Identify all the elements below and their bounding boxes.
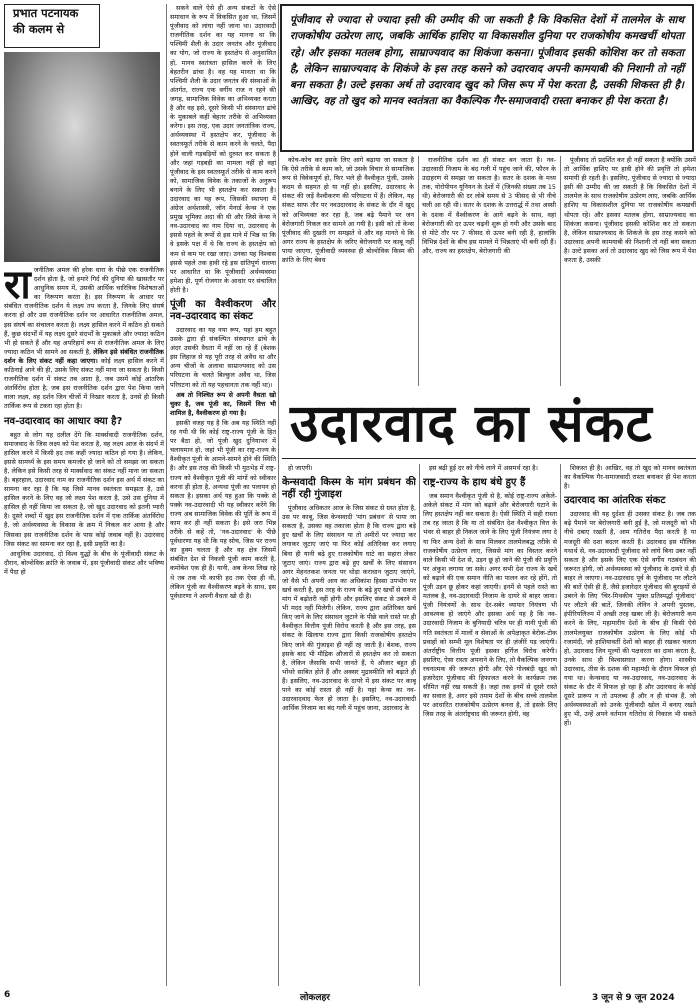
issue-date: 3 जून से 9 जून 2024 bbox=[592, 993, 675, 1003]
column-divider bbox=[560, 156, 561, 386]
column-divider bbox=[419, 464, 420, 986]
column-divider bbox=[166, 4, 167, 986]
column-2 bbox=[170, 4, 276, 986]
section-heading-5: उदारवाद का आंतरिक संकट bbox=[564, 495, 666, 507]
column-5-top bbox=[564, 156, 696, 386]
headline: उदारवाद का संकट bbox=[290, 393, 653, 454]
section-heading-4: राष्ट्र-राज्य के हाथ बंधे हुए हैं bbox=[423, 477, 526, 489]
col2-section-text: उदारवाद का यह नया रूप, यहां हम बहुत उसके द्वारा ही संकल्पित संस्थागत ढांचे के अंदर उसकी वैधता में नहीं जा रहे हैं (बेशक इस लिहाज से यह पूरी तरह से अवैध था और अन्य चीजों के अलावा साम्राज्यवाद को उस परिघटना के चलते बिल्कुल अवैध था, जिस परिघटना को तो यह पहचानता तक नहीं था)। bbox=[170, 326, 276, 389]
section-heading-2: पूंजी का वैश्वीकरण और नव-उदारवाद का संकट bbox=[170, 299, 276, 322]
col4-text: जब समान वैश्वीकृत पूंजी से है, कोई राष्ट्र-राज्य अकेले-अकेले संकट में मांग को बढ़ाने और बेरोजगारी घटाने के लिए हस्तक्षेप नहीं कर सकता है। ऐसी स्थिति में सही रास्ता तब रह जाता है कि या तो संबंधित देश वैश्वीकृत वित्त के भंवर से बाहर ही निकल जाने के लिए पूंजी नियंत्रण लगा दे या फिर अन्य देशों के साथ मिलकर तालमेलबद्ध तरीके से राजकोषीय उत्प्रेरण लाए, जिससे मांग का विस्तार करने वाले किसी भी देश से, उड़न छू हो जाने की पूंजी की प्रवृत्ति पर अंकुश लगाया जा सके। अगर सभी देश राज्य के खर्चे को बढ़ाने की एक समान नीति का पालन कर रहे होंगे, तो पूंजी उड़न छू होकर कहां जाएगी। इनमें से पहले रास्ते का मतलब है, नव-उदारवादी निजाम के दायरे से बाहर जाना। पूंजी नियंत्रणों के साथ देर-सबेर व्यापार नियंत्रण भी आवश्यक हो जाएंगे और इसका अर्थ यह है कि नव-उदारवादी निजाम के बुनियादी चरित्र पर ही यानी पूंजी की गति स्वतंत्रता में मालों व सेवाओं के अपेक्षाकृत बेरोक-टोक प्रवाहों को सम्भी मूल विशेषता पर ही ज़ंजीरें पड़ जाएंगी। अंतर्राष्ट्रीय वित्तीय पूंजी इसका हर्गिज विरोध करेगी। इसलिए, ऐसा रास्ता अपनाने के लिए, तो वैकल्पिक जनगण रचनात्मक की जरूरत होगी और ऐसे गोलबंदी खुद को इजारेदार पूंजीवाद की हिफाजत करने के कार्यक्रम तक सीमित नहीं रख सकती है। जहां तक इनमें से दूसरे रास्ते का सवाल है, अगर इसे तमाम देशों के बीच सच्चे तालमेल पर आधारित राजकोषीय उत्प्रेरण बनना है, तो इसके लिए जिस तरह के अंतर्राष्ट्रवाद की जरूरत होगी, वह bbox=[423, 492, 557, 719]
col2-section-text-2: इसकी वजह यह है कि अब यह स्थिति नहीं रह गयी थी कि कोई राष्ट्र-राज्य पूंजी के हित पर बैठा हो, जो पूंजी खुद दुनियाभर में चलायमान हो, जहां भी पूंजी का राष्ट्र-राज्य के वैश्वीकृत पूंजी के आमने-सामने होने की स्थिति है। और इस तरह की किसी भी मुठभेड़ में राष्ट्र-राज्य को वैश्वीकृत पूंजी की मांगों को स्वीकार करना ही होता है, अन्यथा पूंजी का पलायन हो सकता है। इसका अर्थ यह हुआ कि पक्के से पक्के नव-उदारवादी भी यह स्वीकार करेंगे कि राज्य अब सामाजिक विवेक की पूर्ति के रूप में काम कर ही नहीं सकता है। इसे जरा भिन्न तरीके से कहें तो, 'नव-उदारवाद' के पीछे पूर्वधारणा यह थी कि यह सोच, जिस पर राज्य का हुक्म चलता है और वह क्षेत्र जिसमें संबंधित देश से निकली पूंजी काम करती है, कमोबेश एक ही हैं। यानी, अब केन्स लिख रहे थे तब तक भी काफी हद तक ऐसा ही थी, लेकिन पूंजी का वैश्वीकरण बढ़ने के साथ, इस पूर्वधारणा ने अपनी वैधता खो दी है। bbox=[170, 418, 276, 600]
pull-quote: पूंजीवाद से ज्यादा से ज्यादा इसी की उम्मीद की जा सकती है कि विकसित देशों में तालमेल के साथ राजकोषीय उत्प्रेरण लाए, जबकि आर्थिक हाशिए या विकासशील दुनिया पर राजकोषीय कमखर्ची थोपता रहे। और इसका मतलब होगा, साम्राज्यवाद का शिकंजा कसना। पूंजीवाद इसकी कोशिश कर तो सकता है, लेकिन साम्राज्यवाद के शिकंजे के इस तरह कसने को उदारवाद अपनी कामयाबी की निशानी तो नहीं बना सकता है। उल्टे इसका अर्थ तो उदारवाद खुद को जिस रूप में पेश करता है, उसकी शिकस्त ही है। आखिर, वह तो खुद को मानव स्वतंत्रता का वैकल्पिक गैर-समाजवादी रास्ता बनाकर ही पेश करता है। bbox=[280, 4, 694, 152]
col2-text: सकने वाले ऐसे ही अन्य संकटों के ऐसे समाधान के रूप में विकसित हुआ था, जिसमें पूंजीवाद को लांघा नहीं जाना था। उदारवादी राजनीतिक दर्शन का यह मानना था कि पश्चिमी शैली के उदार जनतंत्र और पूंजीवाद का योग, जो राज्य के हस्तक्षेप से अनुशासित हो, मानव स्वतंत्रता हासिल करने के लिए बेहतरीन ढांचा है। वह यह मानता था कि पश्चिमी शैली के उदार जनतंत्र की संस्थाओं के अंतर्गत, राज्य एक वर्गीय राज न रहने की जगह, सामाजिक विवेक का अभिव्यक्त करता है और वह इसे, दूसरे किसी भी संस्थागत ढांचे के मुकाबले कहीं बेहतर तरीके से अभिव्यक्त करेगा। इस तरह, एक उदार जनतांत्रिक राज्य, अर्थव्यवस्था में हस्तक्षेप कर, पूंजीवाद के स्वतःस्फूर्त तरीके से काम करने के चलते, पैदा होने वाली गड़बड़ियों को दुरुस्त कर सकता है और जहां गड़बड़ी का मामला नहीं हो वहां पूंजीवाद के इस स्वतःस्फूर्त तरीके से काम करने को, सामाजिक विवेक के तकाजों के अनुरूप बनाने के लिए भी हस्तक्षेप कर सकता है। उदारवाद का यह रूप, जिसकी स्थापना में अंग्रेज अर्थशास्त्री, जॉन मेनार्ड केन्स ने एक प्रमुख भूमिका अदा की थी और जिसे केन्स ने नव-उदारवाद का नाम दिया था, उदारवाद के इससे पहले के रूपों से इस माने में भिन्न था कि वे इसके पक्ष में थे कि राज्य के हस्तक्षेप को कम से कम पर रखा जाए। उनका यह विश्वास इससे पहले तक हावी रहे इस ग्रांतिपूर्ण धारणा पर आधारित था कि पूंजीवादी अर्थव्यवस्था हमेशा ही, पूर्ण रोजगार के आधार पर संचालित होती है। bbox=[170, 4, 276, 294]
col3-lead: हो जाएगी। bbox=[288, 464, 313, 472]
intro-text: जनीतिक अमल की हरेक धारा के पीछे एक राजनीतिक दर्शन होता है, जो हमारे गिर्द की दुनिया की खासतौर पर आधुनिक समय में, उसकी आर्थिक चारित्रिक विशेषताओं का निरूपण करता है। इस निरूपण के आधार पर संबंधित राजनीतिक दर्शन ये लक्ष्य तय करता है, जिनके लिए संघर्ष करना हो और उस राजनीतिक दर्शन पर आधारित राजनीतिक अमल, इस संघर्ष का संचालन करता है। लक्ष्य हासिल करने में कठिन हो सकते हैं, कुछ संदर्भों में यह लक्ष्य दूसरे संदर्भों के मुकाबले और ज्यादा कठिन भी हो सकते हैं और यह अपरिहार्य रूप से राजनीतिक अमल के लिए ज्यादा कठिन भी सामने आ सकती है, bbox=[4, 266, 164, 356]
columnist-name: प्रभात पटनायक bbox=[13, 6, 79, 20]
col5-text: उदारवाद की यह दुर्दशा ही उसका संकट है। जब तक बढ़े पैमाने पर बेरोजगारी बनी हुई है, जो मजदूरी को भी नीचे दबाए रखती है, आम गतिरोध पैदा करती है या मजदूरी की दशा बदतर करती है। उदारवाद इस मौलिक यथार्थ से, नव-उदारवादी पूंजीवाद को लांघे बिना उबर नहीं सकता है और इसके लिए एक ऐसे वर्गीय गठबंधन की जरूरत होगी, जो अर्थव्यवस्था को पूंजीवाद के दायरे से ही बाहर ले जाएगा। नव-उदारवाद पूर्व के पूंजीवाद पर लौटने की बातें ऐसी ही हैं, जैसे इजारेदार पूंजीवाद की बुराइयों से उबरने के लिए 'चिर-मिथकीय 'मुक्त प्रतिस्पर्द्धा पूंजीवाद' पर लौटने की बातें, जिनकी लेनिन ने अपनी पुस्तक, इंपीरियलिज्म में अच्छी तरह खबर ली है। बेरोजगारी कम करने के लिए, महामारीय देशों के बीच ही किसी ऐसे तालमेलयुक्त राजकोषीय उत्प्रेरण के लिए कोई भी रजामंदी, जो हाशियावर्ती देशों को बाहर ही रखकर चलता हो, उदारवाद जिन मूल्यों की पक्षधरता का दावा करता है, उनके साथ ही विश्वासघात करना होगा। शास्त्रीय उदारवाद, तीस के दशक की महामंदी के दौरान विफल हो गया था। केन्सवाद या नव-उदारवाद, नव-उदारवाद के संकट के दौर में विफल हो रहा है और उदारवाद के कोई दूसरे प्रारूप न तो उपलब्ध हैं और न ही संभव हैं, जो अर्थव्यवस्थाओं को उनके पूंजीवादी खोल में बनाए रखते हुए भी, उन्हें अपने वर्तमान गतिरोध से निकाल भी सकते हों। bbox=[564, 510, 696, 728]
col4-lead: इस बढ़ी हुई दर को नीचे लाने में असमर्थ रहा है। bbox=[429, 464, 538, 472]
section-1-text-2: आधुनिक उदारवाद, दो विश्व युद्धों के बीच के पूंजीवादी संकट के दौरान, बोल्शेविक क्रांति के जवाब में, इस पूंजीवादी संकट और भविष्य में पैदा हो bbox=[4, 549, 164, 576]
column-divider bbox=[278, 4, 279, 986]
col4-top-text: राजनीतिक दर्शन का ही संकट बन जाता है। नव-उदारवादी निजाम के बंद गली में पहुंच जाने की, फौरन के उदाहरण से समझा जा सकता है। सतर के दशक के मध्य तक, योरोपीयन यूनियन के देशों में (जिनकी संख्या तब 15 थी) बेरोजगारी की दर लोबे समय से 3 फीसद से भी नीचे चली आ रही थी। सतर के दशक के उत्तरार्द्ध में तथा अस्सी के दशक में वैश्वीकरण के आगे बढ़ने के साथ, वहां बेरोजगारी की दर ऊपर चढ़नी शुरू हो गयी और उसके बाद से मोटे तौर पर 7 फीसद से ऊपर बनी रही है, हालांकि विभिन्न देशों के बीच इस मामले में भिन्नताएं भी बनी रही हैं। और, राज्य का हस्तक्षेप, बेरोजगारी की bbox=[422, 156, 556, 255]
column-4-top bbox=[422, 156, 556, 386]
dropcap: रा bbox=[4, 266, 31, 308]
columnist-tagline: की कलम से bbox=[13, 22, 65, 36]
column-1 bbox=[4, 266, 164, 986]
intro-text-2: कोई लक्ष्य हासिल करने में कठिनाई आने की ही, उसके लिए संकट नहीं माना जा सकता है। किसी राजनीतिक दर्शन में संकट तब आता है, जब उसमें कोई आंतरिक अंतर्विरोध होता है; जब इस राजनीतिक दर्शन द्वारा पेश किया जाने वाला लक्ष्य, वह दर्शन जिन चीजों में निखार करता है, उनसे ही किसी तार्किक रूप से टकरा रहा होता है। bbox=[4, 356, 164, 411]
column-4-bottom bbox=[423, 464, 557, 986]
col5-lead: शिकस्त ही है। आखिर, वह तो खुद को मानव स्वतंत्रता का वैकल्पिक गैर-समाजवादी रास्ता बनाकर ही पेश करता है। bbox=[564, 464, 696, 491]
section-heading-3: केन्सवादी किस्म के मांग प्रबंधन की नहीं रही गुंजाइश bbox=[282, 477, 416, 501]
author-photo bbox=[4, 52, 160, 262]
column-3-top bbox=[282, 156, 414, 386]
column-divider bbox=[560, 464, 561, 986]
intro-bold: लेकिन इसे संबंधित राजनीतिक दर्शन के लिए संकट नहीं कहा जाएगा। bbox=[4, 347, 164, 365]
column-divider bbox=[418, 156, 419, 386]
col2-section-bold: अब तो निश्चित रूप से अपनी वैधता खो चुका है, जब पूंजी का, जिसमें वित्त भी शामिल है, वैश्वीकरण हो गया है। bbox=[170, 390, 276, 417]
col3-top-text: कोच-कोच कर इसके लिए आगे बढ़ाया जा सकता है कि ऐसे तरीके से काम करे, जो उसके विचार से सामाजिक रूप से विवेकपूर्ण हो, फिर भले ही वैश्वीकृत पूंजी, उसके कदम से सहमत हो या नहीं हो। इसलिए, उदारवाद के संकट की जड़ें वैश्वीकरण की परिघटना में हैं। लेकिन, यह संकट साफ तौर पर नवउदारवाद के संकट के दौर में खुद को अभिव्यक्त कर रहा है, जब बढ़े पैमाने पर जन बेरोजगारी निकल कर सामने आ गयी है। इसी को तो केन्स पूंजीवाद की दुखती रग समझते थे और वह मानते थे कि अगर राज्य के हस्तक्षेप के जरिए बेरोजगारी पर काबू नहीं पाया जाएगा, पूंजीवादी व्यवस्था ही बोल्शेविक किस्म की क्रांति के लिए बेवध bbox=[282, 156, 414, 265]
col5-top-text: पूंजीवाद तो प्रदर्शित कर ही नहीं सकता है क्योंकि उसमें तो आर्थिक हाशिए पर हावी होने की प्रवृत्ति तो हमेशा समायी ही रहती है। इसलिए, पूंजीवाद से ज्यादा से ज्यादा इसी की उम्मीद की जा सकती है कि विकसित देशों में तालमेल के साथ राजकोषीय उत्प्रेरण लाए, जबकि आर्थिक हाशिए या विकासशील दुनिया पर राजकोषीय कमखर्ची थोपता रहे। और इसका मतलब होगा, साम्राज्यवाद का शिकंजा कसना। पूंजीवाद इसकी कोशिश कर तो सकता है, लेकिन साम्राज्यवाद के शिकंजे के इस तरह कसने को उदारवाद अपनी कामयाबी की निशानी तो नहीं बना सकता है। उल्टे इसका अर्थ तो उदारवाद खुद को जिस रूप में पेश करता है, उसकी bbox=[564, 156, 696, 265]
column-5-bottom bbox=[564, 464, 696, 986]
section-1-text: बहुत से लोग यह दलील देंगे कि मार्क्सवादी राजनीतिक दर्शन, समाजवाद के जिस लक्ष्य को पेश करता है, वह लक्ष्य आज के संदर्भ में हासिल करने में किसी हद तक कहीं ज्यादा कठिन हो गया है। लेकिन, इससे सामर्थ्य के इस समय कमजोर हो जाने को तो समझा जा सकता है, लेकिन इसे किसी तरह से मार्क्सवाद का संकट नहीं माना जा सकता है। बहरहाल, उदारवाद नाम का राजनीतिक दर्शन इस अर्थ में संकट का सामना कर रहा है कि यह जिसे मानव स्वतंत्रता समझता है, उसे हासिल करने के लिए वह जो लक्ष्य पेश करता है, उसे उस दुनिया में हासिल ही नहीं किया जा सकता है, जो खुद उदारवाद को इतनी प्यारी है। दूसरे शब्दों में खुद इस राजनीतिक दर्शन में एक तार्किक अंतर्विरोध है, जो अर्थव्यवस्था के विकास के क्रम में निकल कर आया है और जिसका इस राजनीतिक दर्शन के पास कोई जवाब नहीं है। उदारवाद जिस संकट का सामना कर रहा है, इसी प्रकृति का है। bbox=[4, 430, 164, 548]
column-3-bottom bbox=[282, 464, 416, 986]
headline-rule bbox=[282, 458, 696, 459]
section-heading-1: नव-उदारवाद का आधार क्या है? bbox=[4, 415, 123, 427]
columnist-box bbox=[4, 4, 100, 48]
col3-text: पूंजीवाद अधिकतर आज के जिस संकट से ग्रस्त होता है, उस पर काबू, जिस केन्सवादी 'मांग प्रबंधन' से पाया जा सकता है, उसका वह तकाजा होता है कि राज्य द्वारा बड़े हुए खर्चों के लिए संसाधन या तो अमीरों पर ज्यादा कर लगाकर जुटाए जाएं या फिर कोई अतिरिक्त कर लगाए बिना ही यानी बढ़े हुए राजकोषीय घाटे का सहारा लेकर जुटाए जाएं। राज्य द्वारा बढ़े हुए खर्चों के लिए संसाधन अगर मेहनतकश जनता पर थोड़ा कराधान जुटाए जाएंगे, जो वैसे भी अपनी आय का अधिकांश हिस्सा उपभोग पर खर्च करती है, इस तरह के राज्य के बढ़े हुए खर्चों से सकल मांग में बढ़ोतरी नहीं होगी और इसलिए संकट से उबरने में भी मदद नहीं मिलेगी। लेकिन, राज्य द्वारा अतिरिक्त खर्च किए जाने के लिए संसाधन जुटाने के पीछे वाले रास्ते पर ही वैश्वीकृत वित्तीय पूंजी विरोध करती है और इस तरह, इस संकट के खिलाफ राज्य द्वारा किसी राजकोषीय हस्तक्षेप किए जाने की गुंजाइश ही नहीं रह जाती है। बेशक, राज्य इसके बाद भी मौद्रिक औजारों से हस्तक्षेप कर तो सकता है, लेकिन जैसाकि सभी जानते हैं, ये औजार बहुत ही भोंथरे साबित होते हैं और अक्सर मुद्रास्फीति को बढ़ाते ही हैं। इसलिए, नव-उदारवाद के दायरे में इस संकट पर काबू पाने का कोई रास्ता ही नहीं है। यहां केन्स का नव-उदारवादवाद फेल हो जाता है। इसलिए, नव-उदारवादी आर्थिक निजाम का बंद गली में पहुंच जाना, उदारवाद के bbox=[282, 504, 416, 713]
page-number: 6 bbox=[4, 990, 11, 1000]
newspaper-name: लोकलहर bbox=[300, 993, 330, 1003]
